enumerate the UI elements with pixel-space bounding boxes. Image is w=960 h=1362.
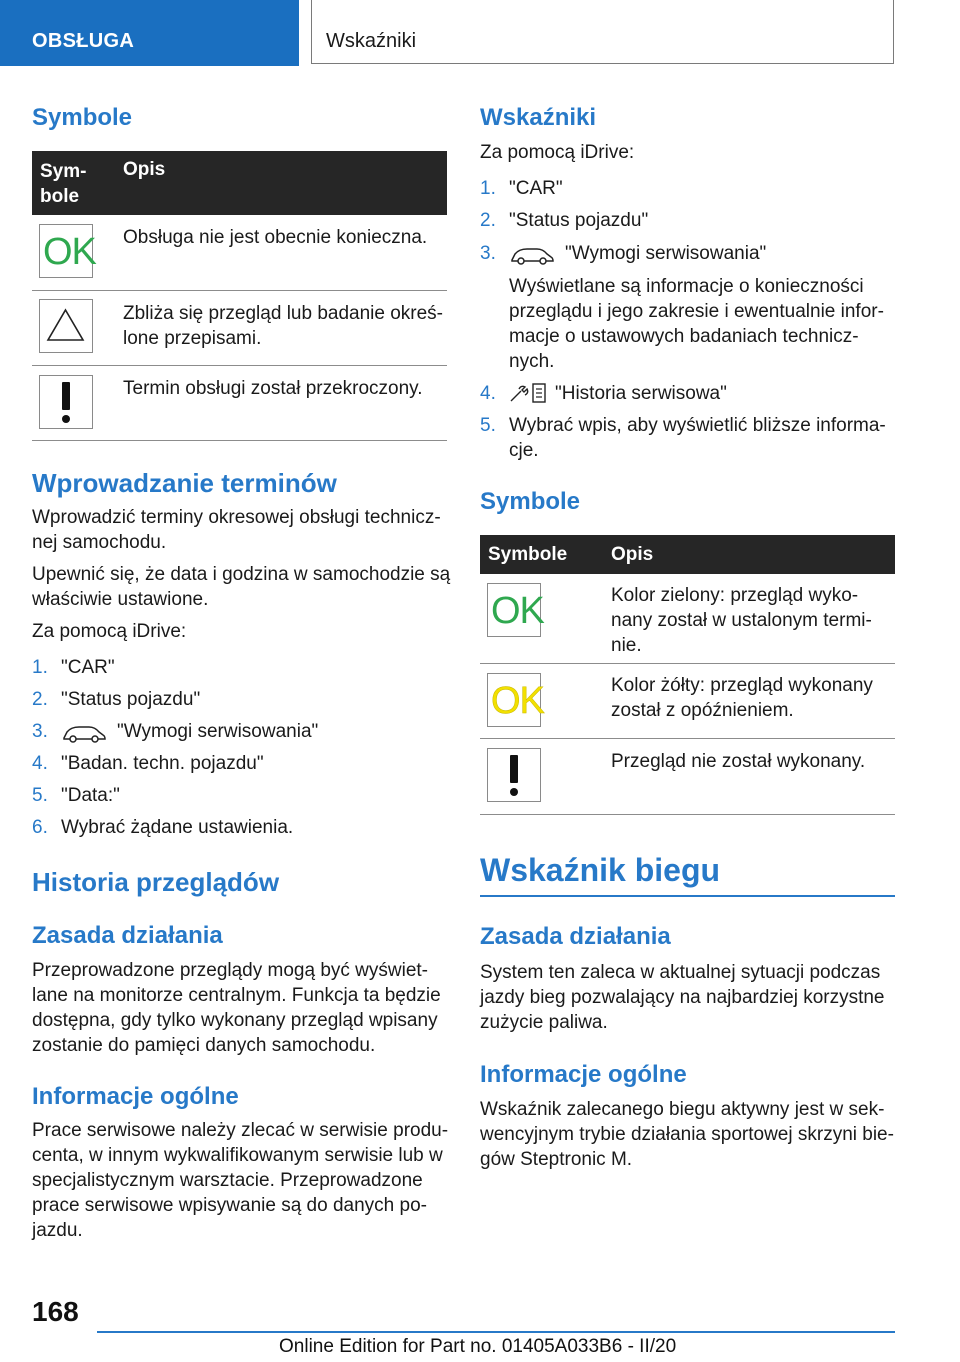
step-number: 5. <box>480 415 496 436</box>
row-text: Termin obsługi został przekroczony. <box>123 378 423 399</box>
list-item: "CAR" <box>61 657 115 678</box>
symbols-heading: Symbole <box>32 104 133 131</box>
col-symbol: Symbole <box>488 544 568 565</box>
entering-paragraph: Za pomocą iDrive: <box>32 621 187 642</box>
entering-paragraph: Upewnić się, że data i godzina w samochodzie są właściwie ustawione. <box>32 564 451 610</box>
col-desc: Opis <box>123 159 166 180</box>
step-number: 5. <box>32 785 48 806</box>
list-item-detail: Wyświetlane są informacje o konieczności przeglądu i jego zakresie i ewentualnie infor- macje o ustawowych badaniach technicz- nych. <box>509 276 884 372</box>
list-item: "Wymogi serwisowania" <box>565 243 767 264</box>
ok-green-icon: OK <box>39 224 93 278</box>
entering-heading: Wprowadzanie terminów <box>32 468 337 498</box>
history-heading: Historia przeglądów <box>32 867 280 897</box>
gear-principle-text: System ten zaleca w aktualnej sytuacji podczas jazdy bieg pozwalający na najbardziej korzystne zużycie paliwa. <box>480 962 885 1033</box>
row-text: Kolor żółty: przegląd wykonany został z opóźnieniem. <box>611 675 873 721</box>
ok-green-icon: OK <box>487 583 541 637</box>
exclamation-icon <box>39 375 93 429</box>
table-header <box>32 151 447 215</box>
section-title: OBSŁUGA <box>32 30 135 52</box>
list-item: Wybrać żądane ustawienia. <box>61 817 294 838</box>
general-text: Prace serwisowe należy zlecać w serwisie produ- centa, w innym wykwalifikowanym serwisie lub w specjalistycznym warsztacie. Przeprowadzone prace serwisowe wpisywanie są do danych po- jazdu. <box>32 1120 449 1241</box>
table-row <box>32 215 447 291</box>
warning-triangle-icon <box>39 299 93 353</box>
heading-divider <box>480 895 895 897</box>
gear-heading: Wskaźnik biegu <box>480 852 721 888</box>
list-item: "Status pojazdu" <box>61 689 201 710</box>
symbols-heading: Symbole <box>480 488 581 515</box>
intro-text: Za pomocą iDrive: <box>480 142 635 163</box>
row-text: Zbliża się przegląd lub badanie okreś- lone przepisami. <box>123 303 444 349</box>
list-item: "CAR" <box>509 178 563 199</box>
list-item: "Data:" <box>61 785 120 806</box>
gear-principle-heading: Zasada działania <box>480 923 671 950</box>
list-item: Wybrać wpis, aby wyświetlić bliższe informa- cje. <box>509 415 886 461</box>
table-row <box>480 739 895 815</box>
principle-heading: Zasada działania <box>32 922 223 949</box>
step-number: 2. <box>32 689 48 710</box>
table-row <box>480 574 895 664</box>
list-item: "Badan. techn. pojazdu" <box>61 753 264 774</box>
page-number: 168 <box>32 1296 79 1327</box>
row-text: Przegląd nie został wykonany. <box>611 751 866 772</box>
car-service-icon <box>509 246 555 266</box>
gear-general-text: Wskaźnik zalecanego biegu aktywny jest w sek- wencyjnym trybie działania sportowej skrzyni bie- gów Steptronic M. <box>480 1099 894 1170</box>
step-number: 4. <box>480 383 496 404</box>
car-service-icon <box>61 724 107 744</box>
entering-paragraph: Wprowadzić terminy okresowej obsługi technicz- nej samochodu. <box>32 507 441 553</box>
col-desc: Opis <box>611 544 654 565</box>
list-item: "Status pojazdu" <box>509 210 649 231</box>
step-number: 6. <box>32 817 48 838</box>
table-row <box>32 291 447 366</box>
gear-general-heading: Informacje ogólne <box>480 1061 687 1088</box>
principle-text: Przeprowadzone przeglądy mogą być wyświet- lane na monitorze centralnym. Funkcja ta będzie dostępna, gdy tylko wykonany przegląd wpisany zostanie do pamięci danych samochodu. <box>32 960 441 1056</box>
table-row <box>480 664 895 739</box>
general-heading: Informacje ogólne <box>32 1083 239 1110</box>
chapter-tab <box>311 0 894 64</box>
section-tab <box>0 0 299 66</box>
table-row <box>32 366 447 441</box>
row-text: Obsługa nie jest obecnie konieczna. <box>123 227 428 248</box>
step-number: 3. <box>32 721 48 742</box>
ok-yellow-icon: OK <box>487 673 541 727</box>
exclamation-icon <box>487 748 541 802</box>
list-item: "Historia serwisowa" <box>555 383 727 404</box>
table-header <box>480 535 895 574</box>
list-item: "Wymogi serwisowania" <box>117 721 319 742</box>
step-number: 4. <box>32 753 48 774</box>
edition-text: Online Edition for Part no. 01405A033B6 - II/20 <box>279 1336 677 1357</box>
step-number: 1. <box>480 178 496 199</box>
row-text: Kolor zielony: przegląd wyko- nany został w ustalonym termi- nie. <box>611 585 872 656</box>
step-number: 3. <box>480 243 496 264</box>
step-number: 1. <box>32 657 48 678</box>
footer-divider <box>97 1331 895 1333</box>
service-history-icon <box>509 381 547 405</box>
chapter-title: Wskaźniki <box>326 30 417 52</box>
col-symbol: Sym- bole <box>40 161 87 207</box>
step-number: 2. <box>480 210 496 231</box>
indicators-heading: Wskaźniki <box>480 104 597 131</box>
